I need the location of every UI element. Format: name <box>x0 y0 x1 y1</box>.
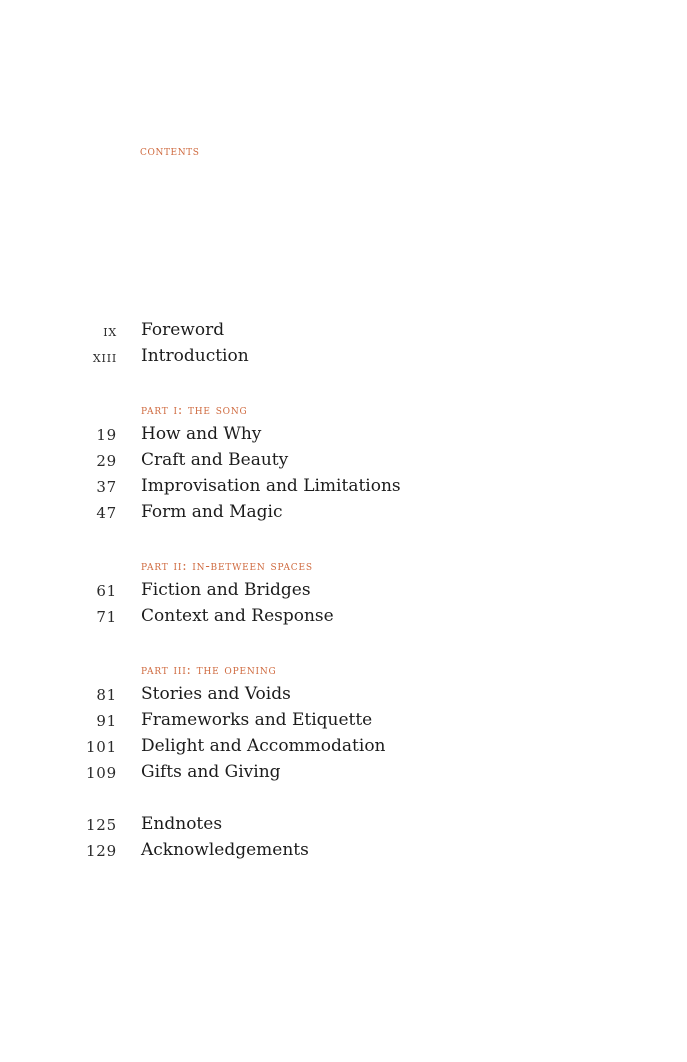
entry-title: Improvisation and Limitations <box>141 476 401 496</box>
entry-title: Form and Magic <box>141 502 283 522</box>
page-number: 29 <box>96 452 117 470</box>
page-number: 101 <box>85 738 117 756</box>
toc-entry-foreword[interactable] <box>0 320 687 346</box>
toc-entry[interactable] <box>0 450 687 476</box>
entry-title: Delight and Accommodation <box>141 736 386 756</box>
toc-entry[interactable] <box>0 424 687 450</box>
entry-title: Craft and Beauty <box>141 450 289 470</box>
page-number: xiii <box>92 348 117 366</box>
page-number: 125 <box>85 816 117 834</box>
toc-entry[interactable] <box>0 710 687 736</box>
toc-entry-endnotes[interactable] <box>0 814 687 840</box>
table-of-contents <box>0 320 687 866</box>
toc-entry[interactable] <box>0 684 687 710</box>
entry-title: Fiction and Bridges <box>141 580 311 600</box>
toc-entry[interactable] <box>0 606 687 632</box>
part-label: part iii: the opening <box>141 663 277 678</box>
part-label: part i: the song <box>141 403 248 418</box>
entry-title: Endnotes <box>141 814 223 834</box>
entry-title: Context and Response <box>141 606 334 626</box>
page-number: 129 <box>85 842 117 860</box>
entry-title: Acknowledgements <box>141 840 309 860</box>
toc-entry-introduction[interactable] <box>0 346 687 372</box>
toc-entry[interactable] <box>0 580 687 606</box>
entry-title: Frameworks and Etiquette <box>141 710 373 730</box>
spacer <box>0 788 687 814</box>
spacer <box>0 372 687 398</box>
page-number: 81 <box>96 686 117 704</box>
toc-entry-acknowledgements[interactable] <box>0 840 687 866</box>
entry-title: Gifts and Giving <box>141 762 281 782</box>
spacer <box>0 632 687 658</box>
entry-title: Introduction <box>141 346 249 366</box>
page-number: 19 <box>96 426 117 444</box>
page-number: 109 <box>85 764 117 782</box>
part-label: part ii: in-between spaces <box>141 559 313 574</box>
contents-heading: contents <box>140 144 200 159</box>
entry-title: How and Why <box>141 424 262 444</box>
page-number: 47 <box>96 504 117 522</box>
entry-title: Stories and Voids <box>141 684 291 704</box>
page-number: 61 <box>96 582 117 600</box>
page-number: ix <box>103 322 117 340</box>
toc-entry[interactable] <box>0 476 687 502</box>
page-number: 71 <box>96 608 117 626</box>
page-number: 37 <box>96 478 117 496</box>
page-number: 91 <box>96 712 117 730</box>
toc-entry[interactable] <box>0 502 687 528</box>
entry-title: Foreword <box>141 320 225 340</box>
spacer <box>0 528 687 554</box>
toc-entry[interactable] <box>0 736 687 762</box>
toc-entry[interactable] <box>0 762 687 788</box>
